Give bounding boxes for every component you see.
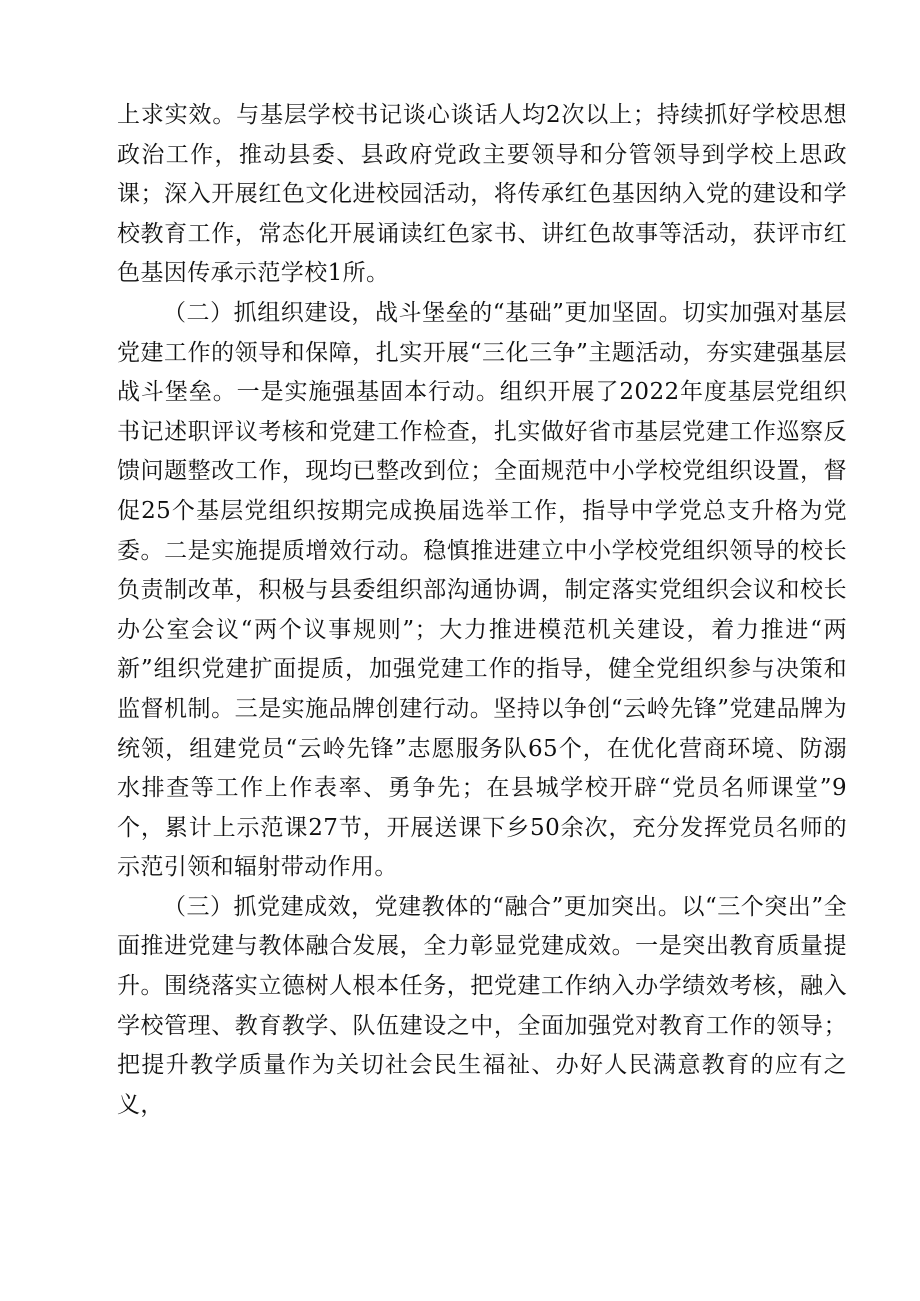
paragraph-continuation: 上求实效。与基层学校书记谈心谈话人均2次以上；持续抓好学校思想政治工作，推动县委、县政府党政主要领导和分管领导到学校上思政课；深入开展红色文化进校园活动，将传承红色基因纳入党的建设和学校教育工作，常态化开展诵读红色家书、讲红色故事等活动，获评市红色基因传承示范学校1所。 (117, 102, 847, 287)
document-body (117, 96, 847, 1125)
paragraph-section-2-organization-building: （二）抓组织建设，战斗堡垒的“基础”更加坚固。切实加强对基层党建工作的领导和保障，扎实开展“三化三争”主题活动，夯实建强基层战斗堡垒。一是实施强基固本行动。组织开展了2022年度基层党组织书记述职评议考核和党建工作检查，扎实做好省市基层党建工作巡察反馈问题整改工作，现均已整改到位；全面规范中小学校党组织设置，督促25个基层党组织按期完成换届选举工作，指导中学党总支升格为党委。二是实施提质增效行动。稳慎推进建立中小学校党组织领导的校长负责制改革，积极与县委组织部沟通协调，制定落实党组织会议和校长办公室会议“两个议事规则”；大力推进模范机关建设，着力推进“两新”组织党建扩面提质，加强党建工作的指导，健全党组织参与决策和监督机制。三是实施品牌创建行动。坚持以争创“云岭先锋”党建品牌为统领，组建党员“云岭先锋”志愿服务队65个，在优化营商环境、防溺水排查等工作上作表率、勇争先；在县城学校开辟“党员名师课堂”9个，累计上示范课27节，开展送课下乡50余次，充分发挥党员名师的示范引领和辐射带动作用。 (117, 299, 847, 881)
paragraph-section-3-party-building-results: （三）抓党建成效，党建教体的“融合”更加突出。以“三个突出”全面推进党建与教体融合发展，全力彰显党建成效。一是突出教育质量提升。围绕落实立德树人根本任务，把党建工作纳入办学绩效考核，融入学校管理、教育教学、队伍建设之中，全面加强党对教育工作的领导；把提升教学质量作为关切社会民生福祉、办好人民满意教育的应有之义， (117, 893, 847, 1118)
